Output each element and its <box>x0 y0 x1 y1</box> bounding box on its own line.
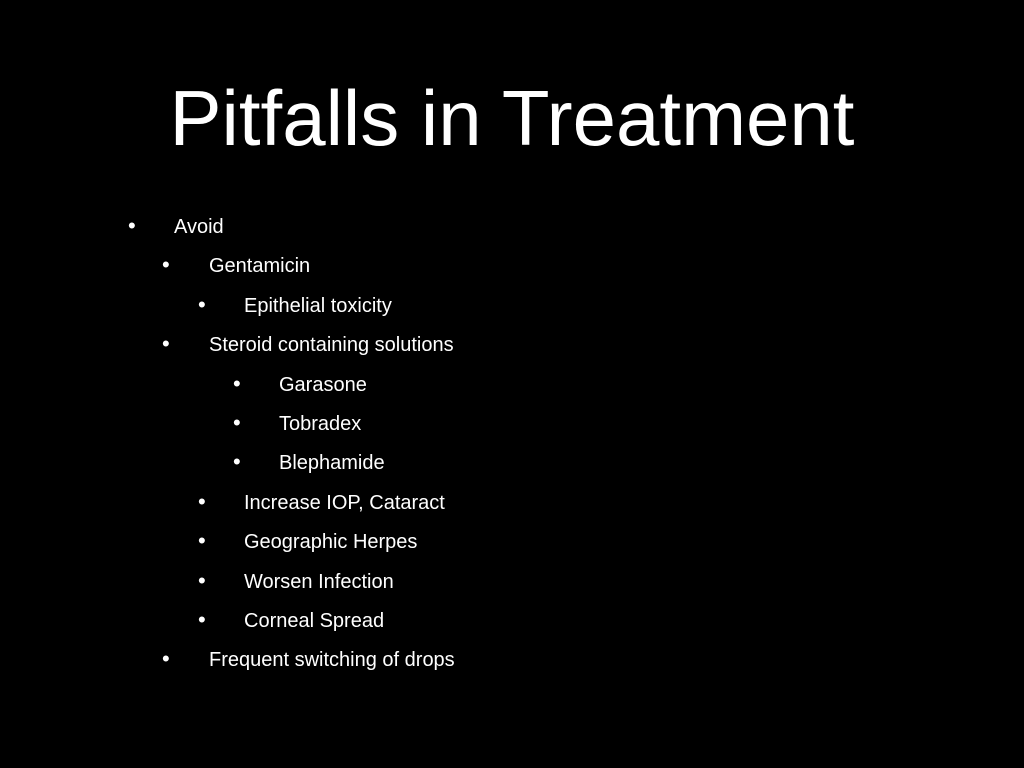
bullet-dot-icon: • <box>198 606 206 632</box>
list-item <box>0 326 1024 365</box>
list-item-text: Frequent switching of drops <box>209 649 455 672</box>
bullet-dot-icon: • <box>162 646 170 672</box>
list-item-text: Increase IOP, Cataract <box>244 491 445 514</box>
list-item-text: Steroid containing solutions <box>209 334 454 357</box>
list-item-text: Garasone <box>279 373 367 396</box>
bullet-dot-icon: • <box>198 488 206 514</box>
list-item-text: Blephamide <box>279 452 385 475</box>
slide-title: Pitfalls in Treatment <box>169 74 855 162</box>
list-item <box>0 602 1024 641</box>
list-item-text: Tobradex <box>279 412 362 435</box>
list-item <box>0 563 1024 602</box>
bullet-list <box>0 208 1024 681</box>
list-item <box>0 484 1024 523</box>
bullet-dot-icon: • <box>198 567 206 593</box>
list-item <box>0 405 1024 444</box>
list-item-text: Worsen Infection <box>244 570 394 593</box>
list-item-text: Geographic Herpes <box>244 531 418 554</box>
list-item <box>0 208 1024 247</box>
bullet-dot-icon: • <box>162 331 170 357</box>
bullet-dot-icon: • <box>198 528 206 554</box>
list-item <box>0 366 1024 405</box>
bullet-dot-icon: • <box>198 291 206 317</box>
list-item <box>0 287 1024 326</box>
list-item-text: Avoid <box>174 216 224 238</box>
list-item-text: Epithelial toxicity <box>244 294 392 317</box>
list-item <box>0 523 1024 562</box>
list-item <box>0 641 1024 680</box>
bullet-dot-icon: • <box>233 370 241 396</box>
list-item-text: Corneal Spread <box>244 609 385 632</box>
bullet-dot-icon: • <box>233 409 241 435</box>
list-item <box>0 247 1024 286</box>
bullet-dot-icon: • <box>128 213 136 238</box>
bullet-dot-icon: • <box>233 449 241 475</box>
list-item-text: Gentamicin <box>209 255 311 278</box>
list-item <box>0 444 1024 483</box>
bullet-dot-icon: • <box>162 252 170 278</box>
